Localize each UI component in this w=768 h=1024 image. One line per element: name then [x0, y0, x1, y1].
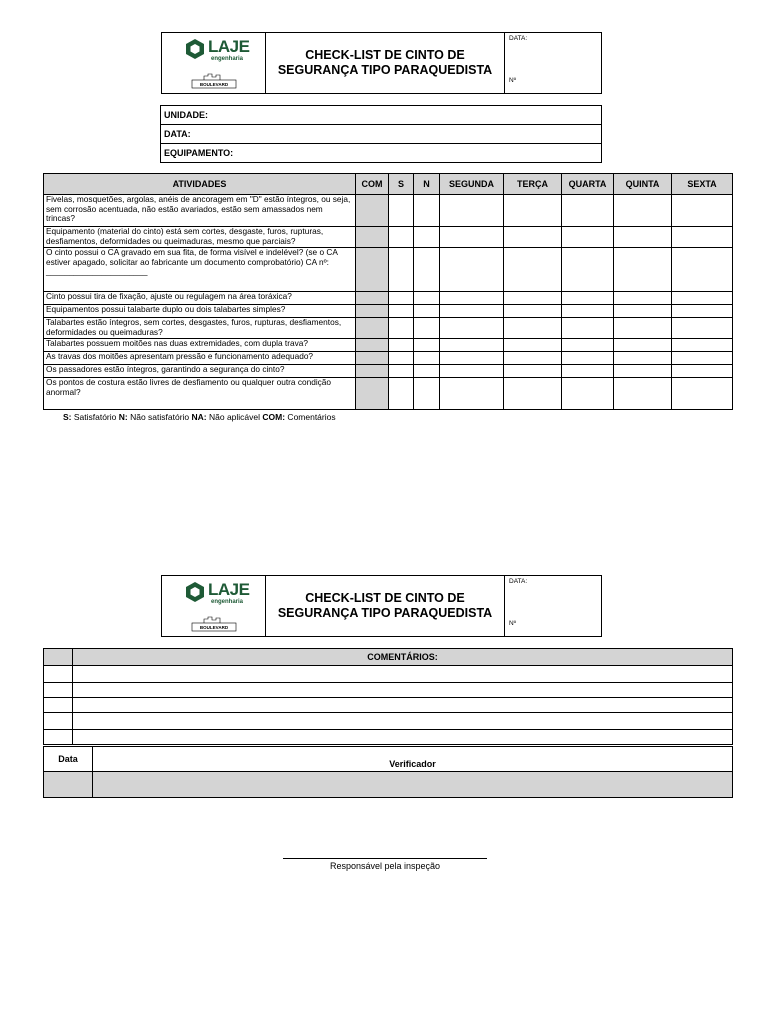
comments-header: COMENTÁRIOS:: [73, 649, 733, 666]
activity-cell: Equipamentos possui talabarte duplo ou dois talabartes simples?: [44, 305, 356, 318]
data-field[interactable]: DATA:: [161, 125, 602, 144]
com-cell[interactable]: [356, 227, 389, 248]
table-row: [44, 365, 733, 378]
form-title: [266, 576, 504, 636]
comment-cell[interactable]: [73, 666, 733, 683]
comment-index-cell: [44, 666, 73, 683]
verificador-input-cell[interactable]: [93, 772, 733, 798]
terca-cell[interactable]: [504, 378, 562, 410]
form-title: [266, 33, 504, 93]
sexta-cell[interactable]: [672, 365, 733, 378]
laje-hex-logo-icon: [184, 38, 206, 60]
date-label: DATA:: [509, 578, 528, 585]
com-cell[interactable]: [356, 318, 389, 339]
comments-table: [43, 648, 733, 745]
col-com: COM: [356, 174, 389, 195]
comment-row: [44, 683, 733, 698]
quinta-cell[interactable]: [614, 352, 672, 365]
quarta-cell[interactable]: [562, 292, 614, 305]
segunda-cell[interactable]: [440, 195, 504, 227]
info-table: [160, 105, 602, 163]
segunda-cell[interactable]: [440, 339, 504, 352]
quinta-cell[interactable]: [614, 195, 672, 227]
table-row: [44, 378, 733, 410]
sexta-cell[interactable]: [672, 352, 733, 365]
activity-cell: Os pontos de costura estão livres de desfiamento ou qualquer outra condição anormal?: [44, 378, 356, 410]
n-cell[interactable]: [414, 318, 440, 339]
n-cell[interactable]: [414, 292, 440, 305]
form-meta: [504, 576, 601, 636]
n-cell[interactable]: [414, 339, 440, 352]
activity-cell: Talabartes possuem moitões nas duas extremidades, com dupla trava?: [44, 339, 356, 352]
s-cell[interactable]: [389, 305, 414, 318]
quinta-cell[interactable]: [614, 339, 672, 352]
table-row: [44, 318, 733, 339]
legend-n: N:: [118, 412, 128, 422]
s-cell[interactable]: [389, 292, 414, 305]
equipamento-field[interactable]: EQUIPAMENTO:: [161, 144, 602, 163]
segunda-cell[interactable]: [440, 248, 504, 292]
s-cell[interactable]: [389, 365, 414, 378]
form-title-text: CHECK-LIST DE CINTO DE SEGURANÇA TIPO PARAQUEDISTA: [277, 591, 493, 620]
col-quinta: QUINTA: [614, 174, 672, 195]
sexta-cell[interactable]: [672, 318, 733, 339]
signature-table: [43, 746, 733, 798]
sexta-cell[interactable]: [672, 378, 733, 410]
segunda-cell[interactable]: [440, 305, 504, 318]
terca-cell[interactable]: [504, 292, 562, 305]
activity-cell: O cinto possui o CA gravado em sua fita, de forma visível e indelével? (se o CA estiver apagado, solicitar ao fabricante um documento comprobatório) CA nº: ______________________: [44, 248, 356, 292]
terca-cell[interactable]: [504, 352, 562, 365]
com-cell[interactable]: [356, 352, 389, 365]
sexta-cell[interactable]: [672, 339, 733, 352]
quinta-cell[interactable]: [614, 227, 672, 248]
data-label: Data: [44, 747, 93, 772]
col-segunda: SEGUNDA: [440, 174, 504, 195]
com-cell[interactable]: [356, 378, 389, 410]
brand-subtitle: engenharia: [211, 56, 244, 62]
quinta-cell[interactable]: [614, 305, 672, 318]
legend: [63, 412, 336, 422]
comments-header-spacer: [44, 649, 73, 666]
form-header-1: [161, 32, 602, 94]
activity-cell: Equipamento (material do cinto) está sem cortes, desgaste, furos, rupturas, desfiamentos, deformidades ou queimaduras, mesmo que parciais?: [44, 227, 356, 248]
responsavel-label: Responsável pela inspeção: [329, 861, 441, 871]
com-cell[interactable]: [356, 365, 389, 378]
col-atividades: ATIVIDADES: [44, 174, 356, 195]
legend-n-text: Não satisfatório: [127, 412, 192, 422]
brand-name: LAJE: [208, 37, 250, 56]
activity-cell: Fivelas, mosquetões, argolas, anéis de ancoragem em "D" estão íntegros, ou seja, sem corrosão acentuada, não estão avariados, estão sem amassados nem trincas?: [44, 195, 356, 227]
col-sexta: SEXTA: [672, 174, 733, 195]
laje-hex-logo-icon: [184, 581, 206, 603]
table-row: [44, 339, 733, 352]
terca-cell[interactable]: [504, 318, 562, 339]
sexta-cell[interactable]: [672, 248, 733, 292]
s-cell[interactable]: [389, 339, 414, 352]
checklist-table: [43, 173, 733, 410]
quarta-cell[interactable]: [562, 378, 614, 410]
sexta-cell[interactable]: [672, 292, 733, 305]
signature-line: [283, 858, 487, 859]
activity-cell: As travas dos moitões apresentam pressão e funcionamento adequado?: [44, 352, 356, 365]
s-cell[interactable]: [389, 318, 414, 339]
sexta-cell[interactable]: [672, 195, 733, 227]
segunda-cell[interactable]: [440, 378, 504, 410]
form-meta: [504, 33, 601, 93]
boulevard-text: BOULEVARD: [199, 625, 229, 630]
n-cell[interactable]: [414, 378, 440, 410]
n-cell[interactable]: [414, 248, 440, 292]
legend-com-text: Comentários: [285, 412, 336, 422]
comment-row: [44, 713, 733, 730]
comment-row: [44, 666, 733, 683]
com-cell[interactable]: [356, 305, 389, 318]
quarta-cell[interactable]: [562, 318, 614, 339]
s-cell[interactable]: [389, 352, 414, 365]
col-s: S: [389, 174, 414, 195]
brand-name: LAJE: [208, 580, 250, 599]
col-terca: TERÇA: [504, 174, 562, 195]
legend-s: S:: [63, 412, 72, 422]
form-title-text: CHECK-LIST DE CINTO DE SEGURANÇA TIPO PARAQUEDISTA: [277, 48, 493, 77]
quarta-cell[interactable]: [562, 248, 614, 292]
quarta-cell[interactable]: [562, 227, 614, 248]
table-row: [44, 195, 733, 227]
table-row: [44, 352, 733, 365]
comment-index-cell: [44, 698, 73, 713]
quarta-cell[interactable]: [562, 339, 614, 352]
com-cell[interactable]: [356, 292, 389, 305]
activity-cell: Talabartes estão íntegros, sem cortes, desgastes, furos, rupturas, desfiamentos, deformidades ou queimaduras?: [44, 318, 356, 339]
number-label: Nº: [509, 77, 517, 84]
company-logo: [162, 576, 266, 636]
comment-cell[interactable]: [73, 683, 733, 698]
quinta-cell[interactable]: [614, 318, 672, 339]
comment-cell[interactable]: [73, 698, 733, 713]
legend-com: COM:: [262, 412, 286, 422]
terca-cell[interactable]: [504, 339, 562, 352]
boulevard-logo-icon: [190, 73, 238, 91]
table-row: [44, 292, 733, 305]
terca-cell[interactable]: [504, 195, 562, 227]
comment-index-cell: [44, 730, 73, 745]
terca-cell[interactable]: [504, 227, 562, 248]
comment-index-cell: [44, 683, 73, 698]
quinta-cell[interactable]: [614, 378, 672, 410]
s-cell[interactable]: [389, 195, 414, 227]
comment-row: [44, 730, 733, 745]
com-cell[interactable]: [356, 248, 389, 292]
table-row: [44, 305, 733, 318]
brand-subtitle: engenharia: [211, 599, 244, 605]
col-quarta: QUARTA: [562, 174, 614, 195]
table-row: [44, 248, 733, 292]
segunda-cell[interactable]: [440, 352, 504, 365]
com-cell[interactable]: [356, 195, 389, 227]
quarta-cell[interactable]: [562, 305, 614, 318]
quarta-cell[interactable]: [562, 352, 614, 365]
comment-row: [44, 698, 733, 713]
legend-na-text: Não aplicável: [206, 412, 263, 422]
segunda-cell[interactable]: [440, 292, 504, 305]
terca-cell[interactable]: [504, 248, 562, 292]
segunda-cell[interactable]: [440, 227, 504, 248]
form-header-2: [161, 575, 602, 637]
number-label: Nº: [509, 620, 517, 627]
n-cell[interactable]: [414, 305, 440, 318]
s-cell[interactable]: [389, 248, 414, 292]
legend-s-text: Satisfatório: [71, 412, 119, 422]
com-cell[interactable]: [356, 339, 389, 352]
verificador-label: Verificador: [93, 747, 733, 772]
company-logo: [162, 33, 266, 93]
unidade-field[interactable]: UNIDADE:: [161, 106, 602, 125]
date-label: DATA:: [509, 35, 528, 42]
s-cell[interactable]: [389, 378, 414, 410]
quarta-cell[interactable]: [562, 365, 614, 378]
quinta-cell[interactable]: [614, 292, 672, 305]
sexta-cell[interactable]: [672, 305, 733, 318]
checklist-header-row: [44, 174, 733, 195]
legend-na: NA:: [191, 412, 207, 422]
table-row: [44, 227, 733, 248]
n-cell[interactable]: [414, 365, 440, 378]
segunda-cell[interactable]: [440, 365, 504, 378]
boulevard-logo-icon: [190, 616, 238, 634]
terca-cell[interactable]: [504, 365, 562, 378]
n-cell[interactable]: [414, 227, 440, 248]
sexta-cell[interactable]: [672, 227, 733, 248]
s-cell[interactable]: [389, 227, 414, 248]
segunda-cell[interactable]: [440, 318, 504, 339]
n-cell[interactable]: [414, 195, 440, 227]
quinta-cell[interactable]: [614, 248, 672, 292]
quinta-cell[interactable]: [614, 365, 672, 378]
terca-cell[interactable]: [504, 305, 562, 318]
comment-cell[interactable]: [73, 713, 733, 730]
activity-cell: Cinto possui tira de fixação, ajuste ou regulagem na área toráxica?: [44, 292, 356, 305]
boulevard-text: BOULEVARD: [199, 82, 229, 87]
comment-cell[interactable]: [73, 730, 733, 745]
quarta-cell[interactable]: [562, 195, 614, 227]
activity-cell: Os passadores estão íntegros, garantindo a segurança do cinto?: [44, 365, 356, 378]
data-input-cell[interactable]: [44, 772, 93, 798]
n-cell[interactable]: [414, 352, 440, 365]
comment-index-cell: [44, 713, 73, 730]
col-n: N: [414, 174, 440, 195]
